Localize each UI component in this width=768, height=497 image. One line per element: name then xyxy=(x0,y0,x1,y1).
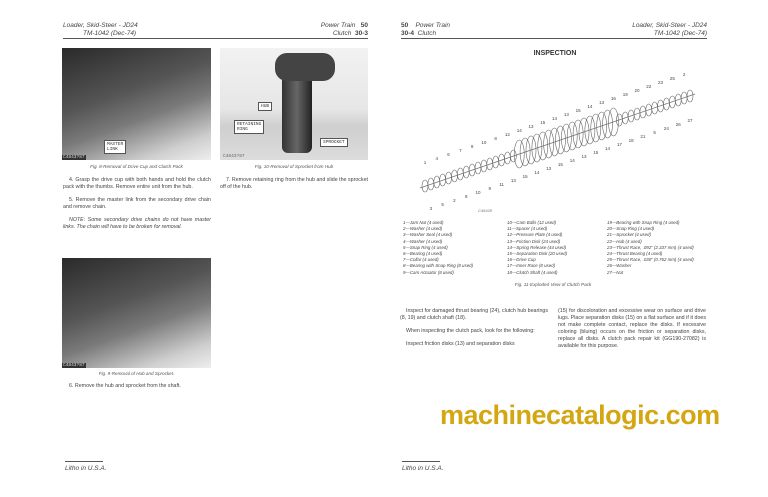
callout-number: 16 xyxy=(610,96,616,101)
legend-item: 16—Drive Cup xyxy=(507,257,536,263)
legend-item: 18—Clutch Shaft (4 used) xyxy=(507,269,558,275)
callout-number: 15 xyxy=(593,150,599,155)
callout-number: 10 xyxy=(475,190,481,195)
subsection-number: 30-4 xyxy=(401,30,415,37)
tm-number: TM-1042 (Dec-74) xyxy=(83,30,137,37)
left-header-title xyxy=(63,22,138,38)
legend-item: 21—Sprocket (4 used) xyxy=(607,232,651,238)
legend-item: 8—Bearing with Snap Ring (8 used) xyxy=(403,263,474,269)
legend-item: 22—Hub (4 used) xyxy=(607,238,642,244)
callout-number: 12 xyxy=(504,132,510,137)
callout-number: 8 xyxy=(464,194,468,199)
callout-number: 6 xyxy=(447,152,450,157)
legend-item: 9—Cam Actuator (8 used) xyxy=(403,269,454,275)
callout-number: 23 xyxy=(658,80,664,85)
header-rule xyxy=(401,38,707,39)
watermark: machinecatalogic.com xyxy=(440,400,720,430)
photo-id: C4843?87 xyxy=(63,363,85,368)
legend-item: 14—Spring Release (44 used) xyxy=(507,244,567,250)
legend-item: 19—Bearing with Snap Ring (4 used) xyxy=(607,220,680,225)
legend-item: 24—Thrust Bearing (4 used) xyxy=(607,251,663,257)
inspection-para-4: (15) for discoloration and excessive wear on surface and drive lugs. Place separation disks (15) on a flat surface and if it does not make complete contact, replace the disks. If excessive coloring (bluing) occurs on the friction or separation disks, replace all disks. A clutch pack repair kit (GG190-27082) is available for this purpose. xyxy=(558,308,706,349)
callout-number: 4 xyxy=(435,156,439,161)
legend xyxy=(403,220,723,276)
callout-number: 20 xyxy=(634,88,640,93)
note-text: NOTE: Some secondary drive chains do not have master links. The chain will have to be broken for removal. xyxy=(63,217,211,230)
footer-rule xyxy=(65,461,103,462)
section-number: 50 xyxy=(360,22,368,29)
legend-item: 5—Snap Ring (4 used) xyxy=(403,244,448,250)
callout-number: 15 xyxy=(575,108,581,113)
inspection-heading: INSPECTION xyxy=(533,50,577,57)
photo-drive-cup-removal xyxy=(62,48,211,160)
callout-number: 15 xyxy=(522,174,528,179)
legend-item: 7—Collar (4 used) xyxy=(403,257,439,263)
callout-number: 5 xyxy=(653,130,656,135)
subsection-name: Clutch xyxy=(417,30,437,37)
legend-item: 3—Washer Seal (4 used) xyxy=(403,232,453,238)
callout-number: 9 xyxy=(470,144,474,149)
callout-number: 10 xyxy=(481,140,487,145)
legend-item: 10—Cam Balls (12 used) xyxy=(507,220,557,225)
callout-number: 27 xyxy=(687,118,693,123)
exploded-view-diagram xyxy=(400,60,710,215)
callout-number: 1 xyxy=(423,160,427,165)
inspection-para-3: Inspect friction disks (13) and separation disks xyxy=(406,341,515,347)
legend-item: 26—Washer xyxy=(607,263,632,269)
callout-number: 2 xyxy=(453,198,456,203)
callout-number: 13 xyxy=(528,124,534,129)
header-rule xyxy=(63,38,368,39)
callout-number: 7 xyxy=(459,148,462,153)
callout-number: 13 xyxy=(510,178,516,183)
right-header-title xyxy=(590,22,707,38)
footer-litho: Litho in U.S.A. xyxy=(402,465,444,472)
legend-item: 4—Washer (4 used) xyxy=(403,238,443,244)
legend-item: 25—Thrust Race, .030" (0.762 mm) (4 used) xyxy=(607,257,694,263)
inspection-left-column xyxy=(400,308,548,348)
figure-9-text-group xyxy=(62,371,222,390)
step-5-text: 5. Remove the master link from the secondary drive chain and remove chain. xyxy=(63,197,211,210)
legend-item: 13—Friction Disk (24 used) xyxy=(507,238,561,244)
section-number: 50 xyxy=(401,22,409,29)
left-header-section xyxy=(290,22,368,38)
callout-number: 19 xyxy=(622,92,628,97)
callout-number: 3 xyxy=(429,206,433,211)
callout-number: 14 xyxy=(516,128,522,133)
step-6-text: 6. Remove the hub and sprocket from the shaft. xyxy=(69,383,181,389)
photo-hub-sprocket-removal xyxy=(62,258,211,368)
photo-label-master-link: MASTER LINK xyxy=(104,140,126,154)
inspection-para-2: When inspecting the clutch pack, look for the following: xyxy=(406,328,535,334)
legend-column-1 xyxy=(403,220,501,276)
tm-number: TM-1042 (Dec-74) xyxy=(653,30,707,37)
photo-id: C4843?87 xyxy=(63,155,85,160)
callout-number: 2 xyxy=(682,72,686,77)
callout-number: 8 xyxy=(494,136,497,141)
hand-shape xyxy=(275,53,335,81)
callout-number: 13 xyxy=(546,166,552,171)
callout-number: 15 xyxy=(540,120,546,125)
legend-item: 11—Spacer (4 used) xyxy=(507,226,548,232)
clutch-axis-line xyxy=(420,94,695,188)
step-7-text: 7. Remove retaining ring from the hub and slide the sprocket off of the hub. xyxy=(220,177,368,190)
photo-sprocket-removal xyxy=(220,48,368,160)
callout-number: 14 xyxy=(587,104,593,109)
callout-number: 25 xyxy=(669,76,675,81)
legend-item: 12—Pressure Plate (4 used) xyxy=(507,232,563,238)
diagram-id: C46428 xyxy=(478,208,493,213)
callout-number: 14 xyxy=(552,116,558,121)
figure-10-caption: Fig. 10-Removal of Sprocket from Hub xyxy=(254,164,334,169)
figure-11-caption: Fig. 11-Exploded View of Clutch Pack xyxy=(514,281,592,287)
figure-8-caption: Fig. 8-Removal of Drive Cup and Clutch Pack xyxy=(90,164,183,169)
section-name: Power Train xyxy=(320,22,356,29)
callout-number: 13 xyxy=(563,112,569,117)
figure-9-caption: Fig. 9-Removal of Hub and Sprocket. xyxy=(98,371,175,376)
inspection-para-1: Inspect for damaged thrust bearing (24), clutch hub bearings (8, 19) and clutch shaft (18). xyxy=(400,308,548,321)
callout-number: 17 xyxy=(616,142,622,147)
callout-number: 21 xyxy=(640,134,646,139)
manual-title: Loader, Skid-Steer - JD24 xyxy=(63,22,138,29)
photo-label-sprocket: SPROCKET xyxy=(320,138,348,147)
legend-item: 6—Bearing (4 used) xyxy=(403,251,443,257)
callout-number: 11 xyxy=(499,182,504,187)
footer-litho: Litho in U.S.A. xyxy=(65,465,107,472)
callout-number: 24 xyxy=(663,126,669,131)
callout-number: 14 xyxy=(605,146,611,151)
callout-number: 22 xyxy=(646,84,652,89)
step-4-text: 4. Grasp the drive cup with both hands and hold the clutch pack with the thumbs. Remove entire unit from the hub. xyxy=(63,177,211,190)
callout-number: 26 xyxy=(675,122,681,127)
legend-item: 2—Washer (4 used) xyxy=(403,226,443,232)
right-header-section xyxy=(401,22,450,38)
subsection-name: Clutch xyxy=(332,30,352,37)
manual-title: Loader, Skid-Steer - JD24 xyxy=(632,22,707,29)
left-column-steps xyxy=(63,177,211,231)
subsection-number: 30-3 xyxy=(354,30,368,37)
legend-column-2 xyxy=(507,220,601,276)
callout-number: 14 xyxy=(534,170,540,175)
legend-column-3 xyxy=(607,220,723,276)
callout-number: 15 xyxy=(557,162,563,167)
legend-item: 17—Inner Race (8 used) xyxy=(507,263,556,269)
legend-item: 20—Snap Ring (4 used) xyxy=(607,226,655,232)
legend-and-caption xyxy=(403,220,723,288)
callout-number: 18 xyxy=(628,138,634,143)
callout-number: 9 xyxy=(488,186,492,191)
section-name: Power Train xyxy=(415,22,451,29)
callout-number: 5 xyxy=(441,202,444,207)
callout-number: 13 xyxy=(581,154,587,159)
legend-item: 27—Nut xyxy=(607,269,624,275)
photo-label-hub: HUB xyxy=(258,102,272,111)
callout-number: 14 xyxy=(569,158,575,163)
photo-id: C4843?87 xyxy=(223,154,245,159)
legend-item: 23—Thrust Race, .092" (2.337 mm) (4 used) xyxy=(607,244,694,250)
footer-rule xyxy=(402,461,440,462)
legend-item: 1—Jam Nut (4 used) xyxy=(403,220,444,225)
callout-number: 13 xyxy=(599,100,605,105)
legend-item: 15—Separation Disk (20 used) xyxy=(507,251,568,257)
photo-label-retaining-ring: RETAINING RING xyxy=(234,120,264,134)
